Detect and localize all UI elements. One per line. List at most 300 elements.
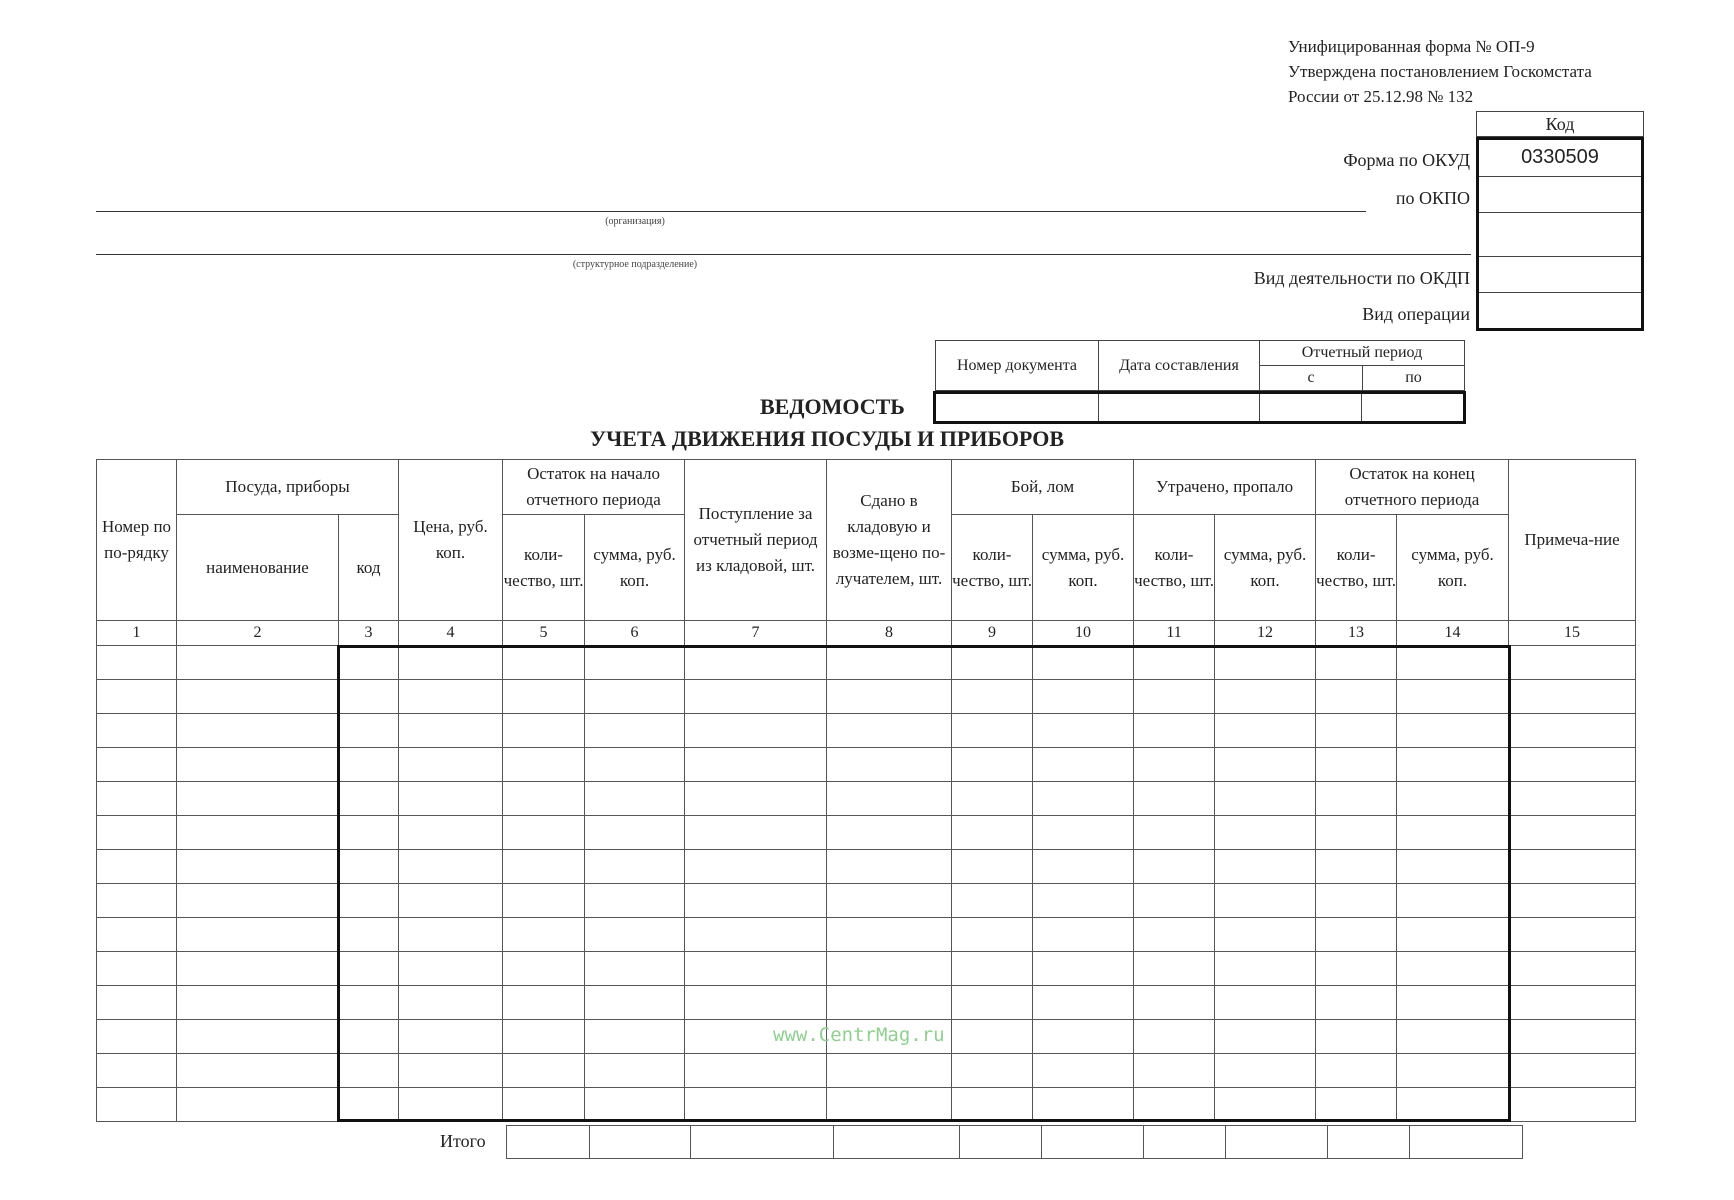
table-cell[interactable] — [952, 1088, 1033, 1122]
table-cell[interactable] — [685, 986, 827, 1020]
document-subtitle: УЧЕТА ДВИЖЕНИЯ ПОСУДЫ И ПРИБОРОВ — [590, 426, 1065, 451]
table-cell[interactable] — [177, 952, 339, 986]
table-cell[interactable] — [399, 952, 503, 986]
table-cell[interactable] — [952, 986, 1033, 1020]
table-cell[interactable] — [585, 782, 685, 816]
table-cell[interactable] — [585, 952, 685, 986]
table-cell[interactable] — [503, 680, 585, 714]
header-lost-qty: коли-чество, шт. — [1134, 515, 1215, 621]
table-cell[interactable] — [1033, 748, 1134, 782]
table-cell[interactable] — [339, 680, 399, 714]
table-cell[interactable] — [827, 1088, 952, 1122]
table-cell[interactable] — [1509, 952, 1636, 986]
table-cell[interactable] — [177, 782, 339, 816]
movement-table — [96, 459, 1636, 1122]
header-note: Примеча-ние — [1509, 460, 1636, 621]
total-cell[interactable] — [590, 1126, 691, 1159]
table-cell[interactable] — [97, 986, 177, 1020]
table-cell[interactable] — [503, 646, 585, 680]
table-cell[interactable] — [827, 680, 952, 714]
table-cell[interactable] — [1134, 714, 1215, 748]
header-name: наименование — [177, 515, 339, 621]
table-cell[interactable] — [1397, 816, 1509, 850]
table-cell[interactable] — [585, 918, 685, 952]
table-cell[interactable] — [339, 714, 399, 748]
table-row — [97, 748, 1636, 782]
total-cell[interactable] — [507, 1126, 590, 1159]
table-cell[interactable] — [1509, 646, 1636, 680]
table-cell[interactable] — [503, 748, 585, 782]
column-number: 1 — [97, 621, 177, 646]
table-cell[interactable] — [1033, 952, 1134, 986]
table-cell[interactable] — [1033, 714, 1134, 748]
table-cell[interactable] — [1397, 986, 1509, 1020]
document-info-table — [935, 340, 1465, 391]
table-cell[interactable] — [1033, 646, 1134, 680]
table-cell[interactable] — [1397, 884, 1509, 918]
table-cell[interactable] — [503, 782, 585, 816]
table-cell[interactable] — [177, 918, 339, 952]
table-cell[interactable] — [1215, 1020, 1316, 1054]
table-cell[interactable] — [585, 748, 685, 782]
table-cell[interactable] — [952, 1020, 1033, 1054]
table-cell[interactable] — [1397, 850, 1509, 884]
operation-value[interactable] — [1479, 292, 1641, 328]
column-number: 5 — [503, 621, 585, 646]
okud-value[interactable]: 0330509 — [1479, 140, 1641, 177]
table-cell[interactable] — [177, 986, 339, 1020]
table-cell[interactable] — [1134, 884, 1215, 918]
table-cell[interactable] — [585, 1020, 685, 1054]
table-cell[interactable] — [399, 680, 503, 714]
table-cell[interactable] — [685, 714, 827, 748]
column-number: 11 — [1134, 621, 1215, 646]
table-cell[interactable] — [503, 1020, 585, 1054]
doc-date-header: Дата составления — [1099, 341, 1260, 391]
table-cell[interactable] — [1134, 1054, 1215, 1088]
table-cell[interactable] — [827, 782, 952, 816]
table-cell[interactable] — [827, 748, 952, 782]
table-cell[interactable] — [952, 714, 1033, 748]
operation-label: Вид операции — [1362, 304, 1470, 324]
column-number: 6 — [585, 621, 685, 646]
table-row — [97, 646, 1636, 680]
table-cell[interactable] — [339, 1020, 399, 1054]
table-cell[interactable] — [1033, 1088, 1134, 1122]
table-cell[interactable] — [97, 952, 177, 986]
header-returned: Сдано в кладовую и возме-щено по-лучателем, шт. — [827, 460, 952, 621]
table-cell[interactable] — [1509, 884, 1636, 918]
table-cell[interactable] — [585, 1054, 685, 1088]
table-cell[interactable] — [685, 1054, 827, 1088]
form-header-line2: Утверждена постановлением Госкомстата — [1288, 62, 1592, 81]
table-cell[interactable] — [827, 952, 952, 986]
table-cell[interactable] — [177, 816, 339, 850]
table-cell[interactable] — [1316, 1020, 1397, 1054]
table-cell[interactable] — [1316, 748, 1397, 782]
header-start-qty: коли-чество, шт. — [503, 515, 585, 621]
table-cell[interactable] — [1509, 1054, 1636, 1088]
table-cell[interactable] — [585, 646, 685, 680]
table-cell[interactable] — [1316, 1088, 1397, 1122]
table-cell[interactable] — [1215, 782, 1316, 816]
table-cell[interactable] — [399, 646, 503, 680]
table-cell[interactable] — [1397, 1088, 1509, 1122]
header-broken-sum: сумма, руб. коп. — [1033, 515, 1134, 621]
doc-number-header: Номер документа — [936, 341, 1099, 391]
table-cell[interactable] — [1509, 782, 1636, 816]
header-lost-sum: сумма, руб. коп. — [1215, 515, 1316, 621]
table-cell[interactable] — [1397, 748, 1509, 782]
table-row — [97, 1088, 1636, 1122]
table-row — [97, 782, 1636, 816]
table-cell[interactable] — [952, 850, 1033, 884]
column-number: 13 — [1316, 621, 1397, 646]
header-price: Цена, руб. коп. — [399, 460, 503, 621]
table-cell[interactable] — [1033, 782, 1134, 816]
header-items: Посуда, приборы — [177, 460, 399, 515]
column-number: 4 — [399, 621, 503, 646]
table-cell[interactable] — [585, 816, 685, 850]
doc-values-box — [933, 391, 1466, 424]
table-cell[interactable] — [503, 918, 585, 952]
table-cell[interactable] — [1033, 850, 1134, 884]
table-cell[interactable] — [503, 986, 585, 1020]
table-cell[interactable] — [952, 816, 1033, 850]
table-cell[interactable] — [1397, 1020, 1509, 1054]
table-cell[interactable] — [1397, 782, 1509, 816]
table-cell[interactable] — [97, 884, 177, 918]
table-cell[interactable] — [1215, 748, 1316, 782]
table-cell[interactable] — [503, 884, 585, 918]
table-cell[interactable] — [177, 714, 339, 748]
watermark: www.CentrMag.ru — [773, 1024, 945, 1046]
table-cell[interactable] — [685, 952, 827, 986]
table-cell[interactable] — [97, 714, 177, 748]
table-cell[interactable] — [952, 748, 1033, 782]
header-received: Поступление за отчетный период из кладовой, шт. — [685, 460, 827, 621]
table-cell[interactable] — [177, 1054, 339, 1088]
table-cell[interactable] — [1397, 1054, 1509, 1088]
table-cell[interactable] — [1215, 918, 1316, 952]
table-cell[interactable] — [1134, 986, 1215, 1020]
table-cell[interactable] — [1397, 918, 1509, 952]
table-cell[interactable] — [827, 986, 952, 1020]
table-cell[interactable] — [503, 952, 585, 986]
table-cell[interactable] — [952, 952, 1033, 986]
header-end-balance: Остаток на конец отчетного периода — [1316, 460, 1509, 515]
table-cell[interactable] — [339, 986, 399, 1020]
table-cell[interactable] — [177, 850, 339, 884]
column-number: 3 — [339, 621, 399, 646]
table-cell[interactable] — [1033, 816, 1134, 850]
table-cell[interactable] — [1509, 1020, 1636, 1054]
table-cell[interactable] — [399, 918, 503, 952]
table-cell[interactable] — [827, 1054, 952, 1088]
table-cell[interactable] — [1033, 918, 1134, 952]
column-number: 12 — [1215, 621, 1316, 646]
table-cell[interactable] — [339, 952, 399, 986]
table-cell[interactable] — [503, 714, 585, 748]
total-cell[interactable] — [1328, 1126, 1410, 1159]
column-number: 15 — [1509, 621, 1636, 646]
table-row — [97, 1054, 1636, 1088]
total-cell[interactable] — [1226, 1126, 1328, 1159]
column-number: 8 — [827, 621, 952, 646]
table-cell[interactable] — [1215, 952, 1316, 986]
table-cell[interactable] — [339, 646, 399, 680]
table-cell[interactable] — [1215, 1054, 1316, 1088]
table-cell[interactable] — [1316, 680, 1397, 714]
table-cell[interactable] — [399, 748, 503, 782]
table-cell[interactable] — [952, 782, 1033, 816]
table-cell[interactable] — [1033, 1054, 1134, 1088]
table-cell[interactable] — [1316, 1054, 1397, 1088]
table-cell[interactable] — [585, 714, 685, 748]
table-cell[interactable] — [1397, 952, 1509, 986]
table-cell[interactable] — [1134, 680, 1215, 714]
table-cell[interactable] — [827, 646, 952, 680]
table-cell[interactable] — [97, 1054, 177, 1088]
table-cell[interactable] — [1134, 952, 1215, 986]
subdivision-line[interactable] — [96, 254, 1471, 255]
header-start-balance: Остаток на начало отчетного периода — [503, 460, 685, 515]
table-cell[interactable] — [339, 918, 399, 952]
table-cell[interactable] — [503, 1088, 585, 1122]
subdivision-caption: (структурное подразделение) — [572, 259, 698, 270]
table-row — [97, 952, 1636, 986]
table-row — [97, 986, 1636, 1020]
document-title: ВЕДОМОСТЬ — [760, 394, 905, 419]
column-number: 9 — [952, 621, 1033, 646]
table-cell[interactable] — [339, 1088, 399, 1122]
table-cell[interactable] — [1316, 646, 1397, 680]
table-cell[interactable] — [1215, 646, 1316, 680]
table-cell[interactable] — [952, 884, 1033, 918]
table-cell[interactable] — [1215, 850, 1316, 884]
column-number: 14 — [1397, 621, 1509, 646]
totals-row — [506, 1125, 1523, 1159]
table-cell[interactable] — [685, 850, 827, 884]
period-to-header: по — [1363, 366, 1465, 391]
table-cell[interactable] — [177, 1020, 339, 1054]
table-cell[interactable] — [585, 986, 685, 1020]
codes-box — [1476, 137, 1644, 331]
table-cell[interactable] — [585, 850, 685, 884]
total-cell[interactable] — [834, 1126, 960, 1159]
total-cell[interactable] — [960, 1126, 1042, 1159]
table-cell[interactable] — [1509, 986, 1636, 1020]
table-cell[interactable] — [503, 816, 585, 850]
table-cell[interactable] — [952, 680, 1033, 714]
table-cell[interactable] — [1033, 884, 1134, 918]
table-cell[interactable] — [685, 918, 827, 952]
table-cell[interactable] — [827, 714, 952, 748]
header-code: код — [339, 515, 399, 621]
table-cell[interactable] — [1316, 782, 1397, 816]
table-cell[interactable] — [1215, 884, 1316, 918]
table-cell[interactable] — [952, 1054, 1033, 1088]
table-cell[interactable] — [1397, 714, 1509, 748]
okud-label: Форма по ОКУД — [1343, 150, 1470, 170]
table-cell[interactable] — [1316, 850, 1397, 884]
table-cell[interactable] — [177, 680, 339, 714]
table-cell[interactable] — [97, 918, 177, 952]
table-cell[interactable] — [1509, 714, 1636, 748]
table-cell[interactable] — [399, 782, 503, 816]
table-cell[interactable] — [1033, 986, 1134, 1020]
table-cell[interactable] — [339, 816, 399, 850]
header-lost: Утрачено, пропало — [1134, 460, 1316, 515]
table-cell[interactable] — [1134, 850, 1215, 884]
table-cell[interactable] — [1134, 918, 1215, 952]
doc-date-field[interactable] — [1098, 394, 1260, 421]
table-cell[interactable] — [1134, 782, 1215, 816]
table-cell[interactable] — [1134, 748, 1215, 782]
form-header-line3: России от 25.12.98 № 132 — [1288, 87, 1474, 106]
table-cell[interactable] — [1397, 646, 1509, 680]
table-cell[interactable] — [399, 986, 503, 1020]
table-cell[interactable] — [177, 1088, 339, 1122]
table-row — [97, 714, 1636, 748]
table-cell[interactable] — [97, 816, 177, 850]
table-cell[interactable] — [1509, 816, 1636, 850]
table-cell[interactable] — [503, 1054, 585, 1088]
table-row — [97, 816, 1636, 850]
table-cell[interactable] — [97, 680, 177, 714]
table-cell[interactable] — [97, 1088, 177, 1122]
table-cell[interactable] — [1215, 816, 1316, 850]
column-number: 7 — [685, 621, 827, 646]
table-cell[interactable] — [1215, 986, 1316, 1020]
okpo-label: по ОКПО — [1395, 188, 1470, 208]
header-number: Номер по по-рядку — [97, 460, 177, 621]
table-cell[interactable] — [399, 1020, 503, 1054]
table-cell[interactable] — [399, 816, 503, 850]
table-cell[interactable] — [685, 748, 827, 782]
period-header: Отчетный период — [1260, 341, 1465, 366]
table-cell[interactable] — [339, 748, 399, 782]
table-cell[interactable] — [97, 646, 177, 680]
table-cell[interactable] — [503, 850, 585, 884]
table-cell[interactable] — [1215, 714, 1316, 748]
table-cell[interactable] — [685, 646, 827, 680]
okdp-value[interactable] — [1479, 256, 1641, 293]
table-cell[interactable] — [1316, 884, 1397, 918]
total-cell[interactable] — [1144, 1126, 1226, 1159]
table-cell[interactable] — [399, 1054, 503, 1088]
table-cell[interactable] — [685, 680, 827, 714]
table-cell[interactable] — [1316, 986, 1397, 1020]
table-cell[interactable] — [827, 816, 952, 850]
total-label: Итого — [440, 1131, 486, 1151]
table-cell[interactable] — [585, 1088, 685, 1122]
table-cell[interactable] — [1509, 850, 1636, 884]
table-cell[interactable] — [685, 782, 827, 816]
table-row — [97, 884, 1636, 918]
form-header-line1: Унифицированная форма № ОП-9 — [1288, 37, 1535, 56]
table-cell[interactable] — [97, 782, 177, 816]
header-end-qty: коли-чество, шт. — [1316, 515, 1397, 621]
table-cell[interactable] — [1215, 1088, 1316, 1122]
table-cell[interactable] — [177, 884, 339, 918]
table-cell[interactable] — [339, 884, 399, 918]
table-cell[interactable] — [1134, 1020, 1215, 1054]
table-cell[interactable] — [1316, 918, 1397, 952]
codes-header: Код — [1476, 111, 1644, 137]
period-from-field[interactable] — [1259, 394, 1362, 421]
header-broken-qty: коли-чество, шт. — [952, 515, 1033, 621]
table-cell[interactable] — [1033, 680, 1134, 714]
column-number: 2 — [177, 621, 339, 646]
header-end-sum: сумма, руб. коп. — [1397, 515, 1509, 621]
table-cell[interactable] — [827, 850, 952, 884]
table-cell[interactable] — [339, 850, 399, 884]
doc-number-field[interactable] — [936, 394, 1099, 421]
table-cell[interactable] — [827, 884, 952, 918]
table-cell[interactable] — [399, 850, 503, 884]
table-cell[interactable] — [685, 1088, 827, 1122]
total-cell[interactable] — [1410, 1126, 1523, 1159]
table-cell[interactable] — [1397, 680, 1509, 714]
okpo-value-2[interactable] — [1479, 212, 1641, 257]
table-cell[interactable] — [685, 884, 827, 918]
table-cell[interactable] — [177, 646, 339, 680]
table-cell[interactable] — [1509, 1088, 1636, 1122]
total-cell[interactable] — [691, 1126, 834, 1159]
table-cell[interactable] — [585, 680, 685, 714]
table-cell[interactable] — [399, 884, 503, 918]
table-cell[interactable] — [1134, 1088, 1215, 1122]
table-cell[interactable] — [952, 646, 1033, 680]
table-cell[interactable] — [1215, 680, 1316, 714]
table-cell[interactable] — [399, 714, 503, 748]
table-cell[interactable] — [1509, 680, 1636, 714]
table-cell[interactable] — [97, 1020, 177, 1054]
period-to-field[interactable] — [1361, 394, 1463, 421]
table-cell[interactable] — [1134, 646, 1215, 680]
table-cell[interactable] — [585, 884, 685, 918]
total-cell[interactable] — [1042, 1126, 1144, 1159]
period-from-header: с — [1260, 366, 1363, 391]
table-cell[interactable] — [177, 748, 339, 782]
table-cell[interactable] — [1509, 918, 1636, 952]
table-cell[interactable] — [1316, 816, 1397, 850]
okpo-value[interactable] — [1479, 176, 1641, 213]
table-row — [97, 918, 1636, 952]
header-broken: Бой, лом — [952, 460, 1134, 515]
okdp-label: Вид деятельности по ОКДП — [1253, 268, 1470, 288]
table-cell[interactable] — [1509, 748, 1636, 782]
table-cell[interactable] — [97, 748, 177, 782]
table-cell[interactable] — [97, 850, 177, 884]
table-cell[interactable] — [685, 816, 827, 850]
table-row — [97, 680, 1636, 714]
header-start-sum: сумма, руб. коп. — [585, 515, 685, 621]
column-numbers-row — [97, 621, 1636, 646]
table-cell[interactable] — [952, 918, 1033, 952]
table-cell[interactable] — [339, 782, 399, 816]
table-cell[interactable] — [339, 1054, 399, 1088]
table-cell[interactable] — [1033, 1020, 1134, 1054]
table-cell[interactable] — [399, 1088, 503, 1122]
table-cell[interactable] — [1316, 714, 1397, 748]
table-cell[interactable] — [827, 918, 952, 952]
organization-line[interactable] — [96, 211, 1366, 212]
table-cell[interactable] — [1316, 952, 1397, 986]
table-cell[interactable] — [1134, 816, 1215, 850]
organization-caption: (организация) — [605, 216, 665, 227]
